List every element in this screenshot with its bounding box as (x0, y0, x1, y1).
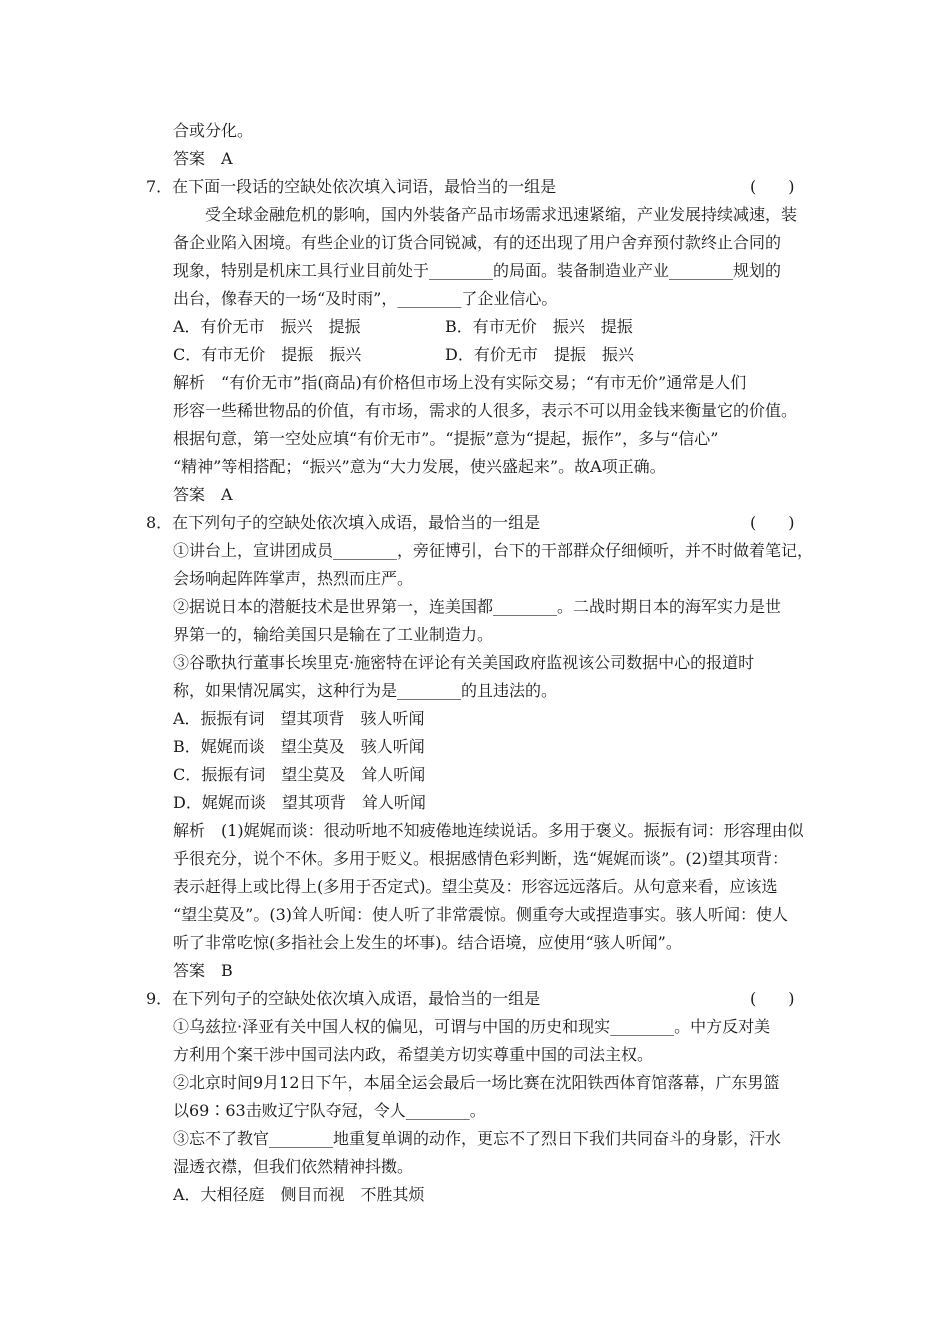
option-d: D．有价无市 提振 振兴 (445, 345, 634, 364)
option-a: A．振振有词 望其项背 骇人听闻 (173, 709, 425, 728)
analysis-line: 听了非常吃惊(多指社会上发生的坏事)。结合语境，应使用“骇人听闻”。 (173, 933, 682, 952)
sentence-line: ②据说日本的潜艇技术是世界第一，连美国都________。二战时期日本的海军实力是世 (173, 597, 782, 616)
sentence-line: ②北京时间9月12日下午，本届全运会最后一场比赛在沈阳铁西体育馆落幕，广东男篮 (173, 1073, 780, 1092)
sentence-line: ①乌兹拉·泽亚有关中国人权的偏见，可谓与中国的历史和现实________。中方反对美 (173, 1017, 771, 1036)
sentence-line: ①讲台上，宣讲团成员________，旁征博引，台下的干部群众仔细倾听，并不时做着笔记， (173, 541, 814, 560)
option-c: C．振振有词 望尘莫及 耸人听闻 (173, 765, 426, 784)
answer-bracket: ( ) (750, 177, 795, 196)
question-8-stem: 8．在下列句子的空缺处依次填入成语，最恰当的一组是 (146, 513, 541, 532)
answer-bracket: ( ) (750, 989, 795, 1008)
option-b: B．娓娓而谈 望尘莫及 骇人听闻 (173, 737, 425, 756)
text-line: 现象，特别是机床工具行业目前处于________的局面。装备制造业产业________规划的 (173, 261, 782, 280)
answer-line: 答案 B (173, 961, 233, 980)
option-c: C．有市无价 提振 振兴 (173, 345, 362, 364)
option-a: A．大相径庭 侧目而视 不胜其烦 (173, 1185, 425, 1204)
sentence-line: ③忘不了教官________地重复单调的动作，更忘不了烈日下我们共同奋斗的身影，汗水 (173, 1129, 782, 1148)
question-7-stem: 7．在下面一段话的空缺处依次填入词语，最恰当的一组是 (146, 177, 557, 196)
sentence-line: 以69∶63击败辽宁队夺冠，令人________。 (173, 1101, 486, 1120)
analysis-line: 根据句意，第一空处应填“有价无市”。“提振”意为“提起，振作”，多与“信心” (173, 429, 719, 448)
sentence-line: 称，如果情况属实，这种行为是________的且违法的。 (173, 681, 558, 700)
sentence-line: 方利用个案干涉中国司法内政，希望美方切实尊重中国的司法主权。 (173, 1045, 654, 1064)
answer-line: 答案 A (173, 149, 233, 168)
sentence-line: 湿透衣襟，但我们依然精神抖擞。 (173, 1157, 414, 1176)
analysis-line: 解析 (1)娓娓而谈：很动听地不知疲倦地连续说话。多用于褒义。振振有词：形容理由似 (173, 821, 804, 840)
option-d: D．娓娓而谈 望其项背 耸人听闻 (173, 793, 426, 812)
option-a: A．有价无市 振兴 提振 (173, 317, 361, 336)
analysis-line: 形容一些稀世物品的价值，有市场，需求的人很多，表示不可以用金钱来衡量它的价值。 (173, 401, 798, 420)
question-9-stem: 9．在下列句子的空缺处依次填入成语，最恰当的一组是 (146, 989, 541, 1008)
answer-line: 答案 A (173, 485, 233, 504)
sentence-line: ③谷歌执行董事长埃里克·施密特在评论有关美国政府监视该公司数据中心的报道时 (173, 653, 755, 672)
text-line: 出台，像春天的一场“及时雨”，________了企业信心。 (173, 289, 558, 308)
sentence-line: 会场响起阵阵掌声，热烈而庄严。 (173, 569, 414, 588)
answer-bracket: ( ) (750, 513, 795, 532)
analysis-line: 解析 “有价无市”指(商品)有价格但市场上没有实际交易；“有市无价”通常是人们 (173, 373, 747, 392)
analysis-line: “望尘莫及”。(3)耸人听闻：使人听了非常震惊。侧重夸大或捏造事实。骇人听闻：使人 (173, 905, 789, 924)
text-line: 受全球金融危机的影响，国内外装备产品市场需求迅速紧缩，产业发展持续减速，装 (205, 205, 798, 224)
analysis-line: 表示赶得上或比得上(多用于否定式)。望尘莫及：形容远远落后。从句意来看，应该选 (173, 877, 778, 896)
analysis-line: “精神”等相搭配；“振兴”意为“大力发展，使兴盛起来”。故A项正确。 (173, 457, 666, 476)
analysis-line: 乎很充分，说个不休。多用于贬义。根据感情色彩判断，选“娓娓而谈”。(2)望其项背： (173, 849, 789, 868)
text-line: 合或分化。 (173, 121, 254, 140)
sentence-line: 界第一的，输给美国只是输在了工业制造力。 (173, 625, 494, 644)
text-line: 备企业陷入困境。有些企业的订货合同锐减，有的还出现了用户舍弃预付款终止合同的 (173, 233, 782, 252)
option-b: B．有市无价 振兴 提振 (445, 317, 633, 336)
